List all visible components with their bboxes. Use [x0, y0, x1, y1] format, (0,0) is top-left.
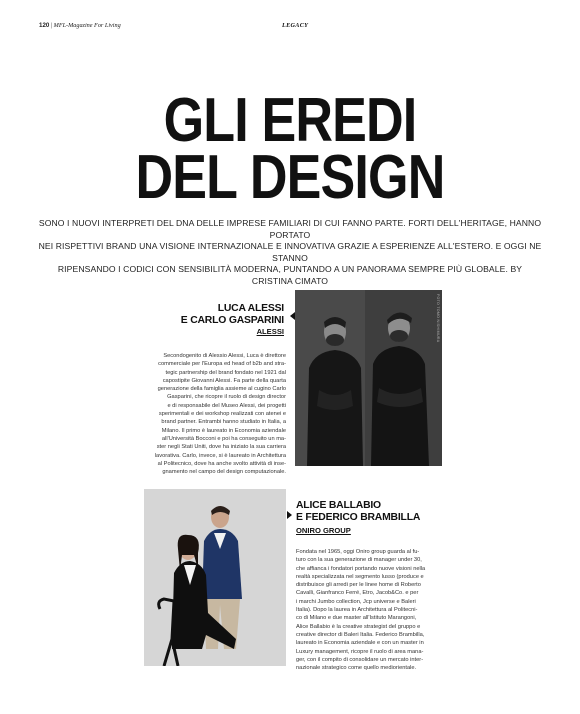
body-line: Milano. Il primo è laureato in Economia aziendale [161, 427, 286, 434]
headline-line-1: GLI EREDI [163, 86, 417, 155]
body-line: Secondogenito di Alessio Alessi, Luca è direttore [163, 353, 286, 359]
body-line: al Politecnico, dove ha anche svolto attività di inse- [157, 460, 286, 467]
profile-name-line: E CARLO GASPARINI [180, 314, 284, 326]
body-line: commerciale per l'Europa ed head of b2b and stra- [158, 361, 286, 368]
body-line: Luxury management, ricopre il ruolo di area mana- [296, 648, 424, 655]
body-line: Alice Ballabio è la creative strategist del gruppo e [296, 623, 421, 630]
magazine-name: MFL-Magazine For Living [53, 22, 121, 29]
page-header [39, 22, 541, 36]
portrait-illustration [144, 489, 286, 666]
pointer-arrow [290, 312, 295, 320]
profile-name-line: E FEDERICO BRAMBILLA [296, 511, 421, 523]
company-name: ALESSI [256, 327, 284, 336]
body-line: i marchi Jumbo collection, Jcp universe e Baleri [296, 598, 416, 605]
body-line: ger, con il compito di consolidare un mercato inter- [296, 656, 424, 663]
body-line: all'Università Bocconi e poi ha conseguito un ma- [161, 435, 286, 442]
profile-names [296, 500, 420, 523]
page-number: 120 [39, 22, 50, 29]
standfirst [38, 218, 542, 288]
body-line: e di responsabile del Museo Alessi, dei progetti [167, 402, 286, 409]
body-line: distribuisce gli arredi per le linee home di Roberto [296, 582, 421, 589]
profile-names [181, 303, 284, 326]
body-line: nazionale strategico come quello mediorientale. [296, 665, 417, 672]
body-line: che affianca i fondatori portando nuove visioni nella [296, 565, 426, 572]
profile-body-text [134, 352, 286, 476]
body-line: brand partner. Entrambi hanno studiato in Italia, a [161, 419, 286, 426]
body-line: ster negli Stati Uniti, dove ha iniziato la sua carriera [156, 444, 286, 451]
portrait-illustration [295, 290, 442, 466]
body-line: tegic partnership del brand fondato nel 1921 dal [165, 369, 286, 376]
body-line: co di Milano e due master all'Istituto Marangoni, [296, 615, 417, 622]
body-line: generazione della famiglia assieme al cugino Carlo [157, 386, 286, 393]
body-line: Cavalli, Gianfranco Ferré, Etro, Jacob&Co. e per [296, 590, 419, 597]
company-name: ONIRO GROUP [296, 526, 351, 535]
body-line: Gasparini, che ricopre il ruolo di design director [167, 394, 286, 401]
body-line: lavorativa. Carlo, invece, si è laureato in Architettura [154, 452, 286, 459]
portrait-photo-alessi-gasparini [295, 290, 442, 466]
portrait-photo-ballabio-brambilla [144, 489, 286, 666]
section-name: LEGACY [282, 22, 309, 29]
body-line: Fondata nel 1965, oggi Oniro group guarda al fu- [296, 549, 420, 555]
body-line: realtà specializzata nel segmento lusso (produce e [296, 573, 424, 580]
body-line: turo con la sua generazione di manager under 30, [296, 557, 422, 564]
body-line: gnamento nel campo del design computazionale. [162, 469, 286, 476]
standfirst-line: SONO I NUOVI INTERPRETI DEL DNA DELLE IMPRESE FAMILIARI DI CUI FANNO PARTE. FORTI DELL'HERITAGE, HANNO PORTATO [38, 218, 542, 240]
body-line: laureato in Economia aziendale e con un master in [296, 640, 424, 647]
body-line: creative director di Baleri Italia. Federico Brambilla, [296, 631, 425, 638]
body-line: capostipite Giovanni Alessi. Fa parte della quarta [162, 377, 286, 384]
photo-credit: FOTO TOMO NISHIMURA [436, 294, 440, 343]
pointer-arrow [287, 511, 292, 519]
body-line: Italia). Dopo la laurea in Architettura al Politecni- [296, 607, 418, 614]
folio [39, 22, 121, 29]
body-line: sperimentali e dei workshop realizzati con atenei e [158, 411, 286, 418]
folio-separator: | [50, 22, 53, 29]
profile-name-line: ALICE BALLABIO [296, 500, 381, 511]
standfirst-line: RIPENSANDO I CODICI CON SENSIBILITÀ MODERNA, PUNTANDO A UN PANORAMA SEMPRE PIÙ GLOBALE. BY CRISTINA CIMATO [57, 264, 523, 286]
profile-name-line: LUCA ALESSI [217, 303, 284, 314]
standfirst-line: NEI RISPETTIVI BRAND UNA VISIONE INTERNAZIONALE E INNOVATIVA GRAZIE A ESPERIENZE ALL'ESTERO. E OGGI NE STANNO [38, 241, 542, 263]
profile-body-text [296, 548, 454, 672]
headline-line-2: DEL DESIGN [135, 143, 445, 212]
